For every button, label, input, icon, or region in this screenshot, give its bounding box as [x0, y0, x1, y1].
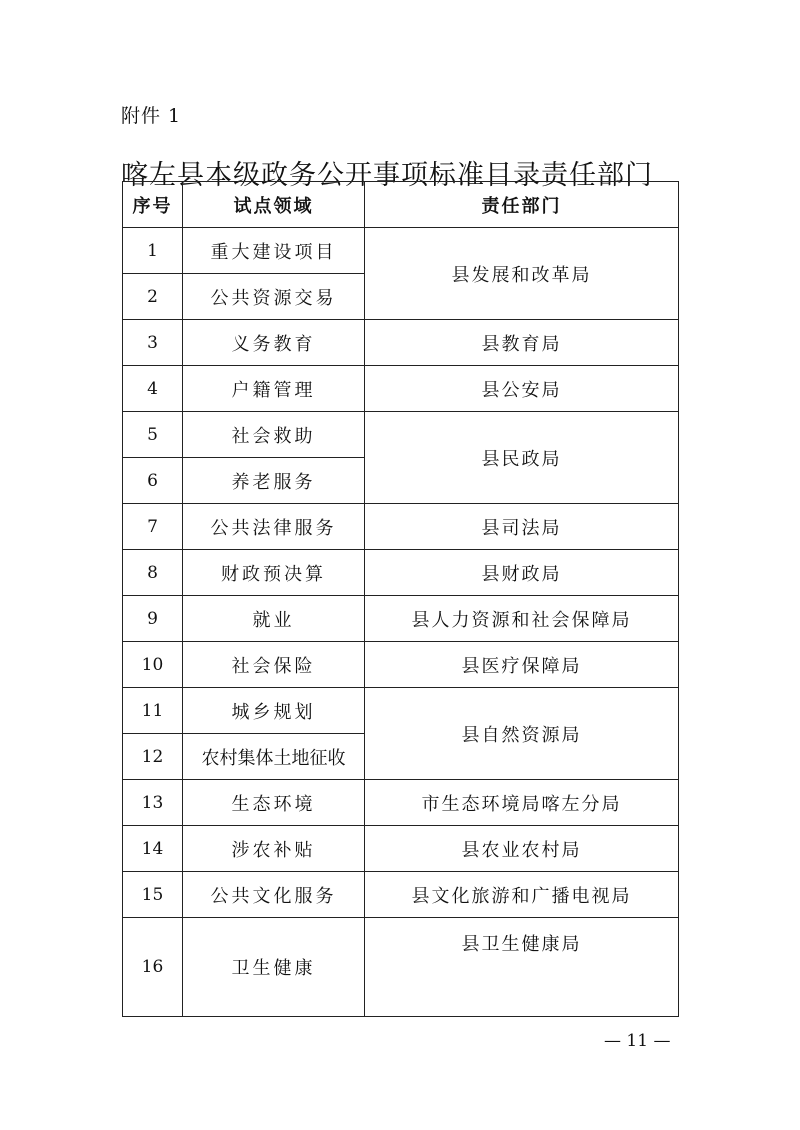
- responsibility-table: [122, 181, 679, 1017]
- row-index: 11: [123, 688, 183, 734]
- row-department: 县民政局: [365, 412, 679, 504]
- table-row: [123, 780, 679, 826]
- row-department: 县卫生健康局: [365, 918, 679, 1017]
- row-index: 13: [123, 780, 183, 826]
- row-department: 县农业农村局: [365, 826, 679, 872]
- row-field: 财政预决算: [183, 550, 365, 596]
- table-row: [123, 550, 679, 596]
- table-row: [123, 872, 679, 918]
- row-field: 卫生健康: [183, 918, 365, 1017]
- row-index: 7: [123, 504, 183, 550]
- row-department: 县人力资源和社会保障局: [365, 596, 679, 642]
- row-index: 6: [123, 458, 183, 504]
- row-field: 涉农补贴: [183, 826, 365, 872]
- row-field: 公共资源交易: [183, 274, 365, 320]
- row-field: 生态环境: [183, 780, 365, 826]
- row-field: 公共法律服务: [183, 504, 365, 550]
- row-department: 县医疗保障局: [365, 642, 679, 688]
- row-department: 县公安局: [365, 366, 679, 412]
- table-row: [123, 642, 679, 688]
- row-field: 重大建设项目: [183, 228, 365, 274]
- header-index: 序号: [123, 182, 183, 228]
- row-index: 4: [123, 366, 183, 412]
- row-department: 县财政局: [365, 550, 679, 596]
- table-row: [123, 504, 679, 550]
- table-row: [123, 366, 679, 412]
- row-field: 义务教育: [183, 320, 365, 366]
- header-department: 责任部门: [365, 182, 679, 228]
- table-row: [123, 320, 679, 366]
- row-field: 城乡规划: [183, 688, 365, 734]
- row-index: 9: [123, 596, 183, 642]
- table-row: [123, 826, 679, 872]
- table-row: [123, 918, 679, 1017]
- row-index: 8: [123, 550, 183, 596]
- table-row: [123, 412, 679, 458]
- row-index: 16: [123, 918, 183, 1017]
- row-field: 农村集体土地征收: [183, 734, 365, 780]
- row-department: 市生态环境局喀左分局: [365, 780, 679, 826]
- row-field: 公共文化服务: [183, 872, 365, 918]
- row-index: 3: [123, 320, 183, 366]
- page-number: — 11 —: [604, 1031, 671, 1051]
- row-index: 1: [123, 228, 183, 274]
- row-field: 养老服务: [183, 458, 365, 504]
- row-index: 14: [123, 826, 183, 872]
- table-header-row: [123, 182, 679, 228]
- document-title: 喀左县本级政务公开事项标准目录责任部门: [121, 160, 653, 192]
- row-index: 5: [123, 412, 183, 458]
- table-row: [123, 596, 679, 642]
- row-department: 县文化旅游和广播电视局: [365, 872, 679, 918]
- row-department: 县司法局: [365, 504, 679, 550]
- attachment-label: 附件 1: [121, 105, 182, 127]
- row-field: 户籍管理: [183, 366, 365, 412]
- row-field: 社会救助: [183, 412, 365, 458]
- table-row: [123, 228, 679, 274]
- row-field: 就业: [183, 596, 365, 642]
- table-row: [123, 688, 679, 734]
- row-index: 2: [123, 274, 183, 320]
- header-field: 试点领域: [183, 182, 365, 228]
- row-index: 12: [123, 734, 183, 780]
- row-department: 县发展和改革局: [365, 228, 679, 320]
- row-index: 15: [123, 872, 183, 918]
- row-field: 社会保险: [183, 642, 365, 688]
- row-department: 县自然资源局: [365, 688, 679, 780]
- row-index: 10: [123, 642, 183, 688]
- row-department: 县教育局: [365, 320, 679, 366]
